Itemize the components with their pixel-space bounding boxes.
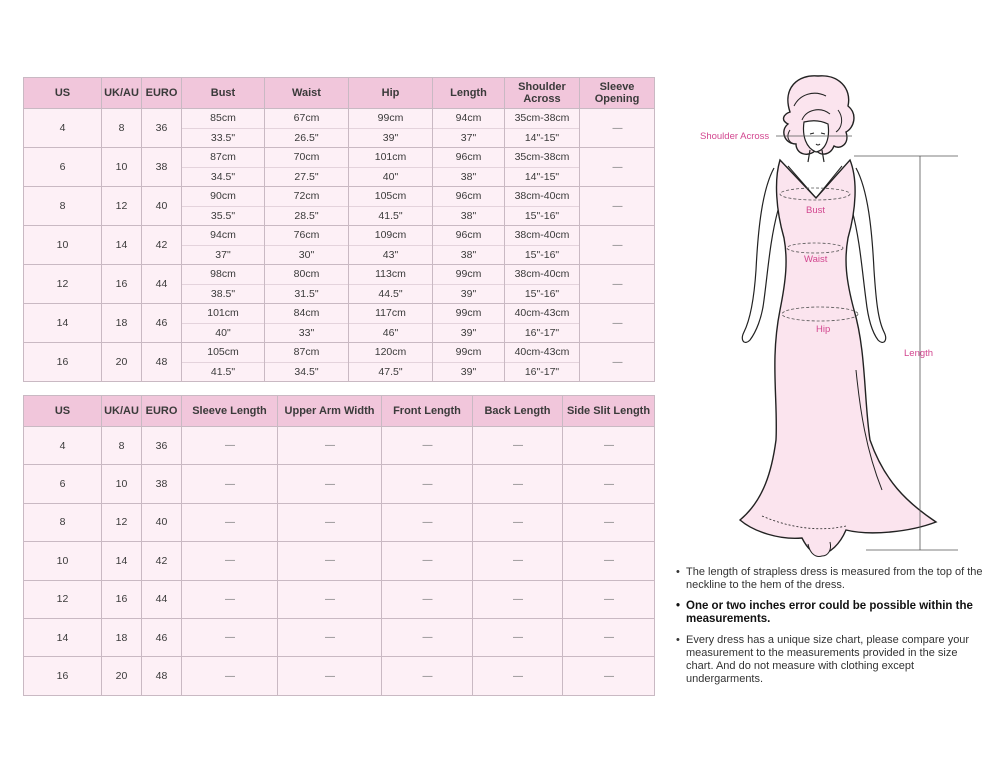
- cell-side-slit-length: —: [563, 542, 655, 580]
- value-cm: 40cm-43cm: [505, 343, 579, 363]
- value-inch: 43": [382, 248, 399, 261]
- col-header-euro: EURO: [142, 396, 182, 427]
- value-cm: 70cm: [265, 148, 348, 168]
- cell-length: [433, 109, 505, 148]
- size-chart-table-main: [23, 77, 655, 382]
- value-inch: 30": [298, 248, 315, 261]
- cell-bust: [182, 109, 265, 148]
- table-row: [24, 304, 655, 343]
- cell-waist: [265, 109, 349, 148]
- cell-back-length: —: [473, 657, 563, 695]
- cell-sleeve-length: —: [182, 503, 278, 541]
- cell-us: 12: [24, 265, 102, 304]
- cell-side-slit-length: —: [563, 465, 655, 503]
- table-row: [24, 580, 655, 618]
- cell-ukau: 8: [102, 427, 142, 465]
- label-shoulder-across: Shoulder Across: [700, 131, 770, 142]
- cell-euro: 36: [142, 109, 182, 148]
- cell-waist: [265, 265, 349, 304]
- cell-bust: [182, 265, 265, 304]
- cell-waist: [265, 187, 349, 226]
- cell-sleeve-length: —: [182, 657, 278, 695]
- table-row: [24, 265, 655, 304]
- cell-sleeve-opening: —: [580, 343, 655, 382]
- value-inch: 34.5": [210, 170, 236, 183]
- cell-us: 6: [24, 148, 102, 187]
- cell-ukau: 8: [102, 109, 142, 148]
- cell-bust: [182, 148, 265, 187]
- value-inch: 47.5": [378, 365, 403, 378]
- value-cm: 38cm-40cm: [505, 187, 579, 207]
- cell-ukau: 16: [102, 265, 142, 304]
- table-row: [24, 148, 655, 187]
- cell-shoulder-across: [505, 226, 580, 265]
- cell-ukau: 10: [102, 148, 142, 187]
- col-header-hip: Hip: [349, 78, 433, 109]
- value-inch: 16"-17": [524, 365, 560, 378]
- cell-hip: [349, 304, 433, 343]
- cell-waist: [265, 304, 349, 343]
- cell-euro: 42: [142, 542, 182, 580]
- cell-upper-arm-width: —: [278, 542, 382, 580]
- cell-sleeve-length: —: [182, 618, 278, 656]
- cell-sleeve-length: —: [182, 465, 278, 503]
- cell-ukau: 16: [102, 580, 142, 618]
- table-row: [24, 187, 655, 226]
- value-inch: 39": [460, 326, 477, 339]
- value-inch: 37": [460, 131, 477, 144]
- cell-front-length: —: [382, 427, 473, 465]
- value-inch: 44.5": [378, 287, 403, 300]
- cell-ukau: 12: [102, 503, 142, 541]
- table-row: [24, 465, 655, 503]
- value-cm: 96cm: [433, 226, 504, 246]
- cell-us: 6: [24, 465, 102, 503]
- cell-length: [433, 265, 505, 304]
- cell-sleeve-length: —: [182, 542, 278, 580]
- bullet: •: [676, 634, 680, 646]
- table-row: [24, 109, 655, 148]
- cell-shoulder-across: [505, 265, 580, 304]
- cell-us: 14: [24, 618, 102, 656]
- cell-hip: [349, 109, 433, 148]
- header-line: Sleeve: [599, 81, 635, 93]
- cell-us: 16: [24, 657, 102, 695]
- cell-bust: [182, 304, 265, 343]
- cell-front-length: —: [382, 618, 473, 656]
- value-cm: 38cm-40cm: [505, 265, 579, 285]
- cell-us: 10: [24, 542, 102, 580]
- cell-sleeve-opening: —: [580, 109, 655, 148]
- col-header-ukau: UK/AU: [102, 78, 142, 109]
- label-waist: Waist: [804, 254, 828, 265]
- cell-euro: 46: [142, 618, 182, 656]
- value-cm: 105cm: [349, 187, 432, 207]
- cell-upper-arm-width: —: [278, 427, 382, 465]
- cell-upper-arm-width: —: [278, 465, 382, 503]
- size-notes: [676, 566, 986, 694]
- col-header-ukau: UK/AU: [102, 396, 142, 427]
- value-inch: 46": [382, 326, 399, 339]
- table-row: [24, 618, 655, 656]
- cell-us: 12: [24, 580, 102, 618]
- value-cm: 87cm: [182, 148, 264, 168]
- cell-length: [433, 343, 505, 382]
- cell-ukau: 10: [102, 465, 142, 503]
- value-inch: 35.5": [210, 209, 236, 222]
- cell-length: [433, 226, 505, 265]
- value-cm: 94cm: [182, 226, 264, 246]
- cell-ukau: 18: [102, 304, 142, 343]
- cell-front-length: —: [382, 542, 473, 580]
- value-inch: 40": [382, 170, 399, 183]
- value-inch: 38.5": [210, 287, 236, 300]
- value-cm: 101cm: [349, 148, 432, 168]
- cell-back-length: —: [473, 465, 563, 503]
- cell-hip: [349, 187, 433, 226]
- cell-sleeve-opening: —: [580, 265, 655, 304]
- value-cm: 90cm: [182, 187, 264, 207]
- value-cm: 117cm: [349, 304, 432, 324]
- value-cm: 76cm: [265, 226, 348, 246]
- note-item: [676, 634, 986, 686]
- cell-shoulder-across: [505, 109, 580, 148]
- cell-front-length: —: [382, 657, 473, 695]
- value-inch: 39": [460, 287, 477, 300]
- value-inch: 16"-17": [524, 326, 560, 339]
- col-header-sleeve-opening: [580, 78, 655, 109]
- value-inch: 41.5": [378, 209, 403, 222]
- note-item: [676, 566, 986, 592]
- value-cm: 99cm: [349, 109, 432, 129]
- table-header-row: [24, 396, 655, 427]
- cell-ukau: 18: [102, 618, 142, 656]
- value-inch: 31.5": [294, 287, 319, 300]
- dress-figure-illustration: [670, 70, 990, 560]
- cell-upper-arm-width: —: [278, 503, 382, 541]
- cell-length: [433, 187, 505, 226]
- value-inch: 28.5": [294, 209, 319, 222]
- note-text: The length of strapless dress is measured from the top of the neckline to the hem of the dress.: [686, 566, 983, 591]
- value-cm: 101cm: [182, 304, 264, 324]
- cell-back-length: —: [473, 580, 563, 618]
- value-inch: 14"-15": [524, 170, 560, 183]
- col-header-side-slit-length: Side Slit Length: [563, 396, 655, 427]
- cell-back-length: —: [473, 503, 563, 541]
- header-line: Opening: [594, 93, 640, 105]
- cell-us: 4: [24, 427, 102, 465]
- value-inch: 38": [460, 170, 477, 183]
- cell-front-length: —: [382, 503, 473, 541]
- col-header-bust: Bust: [182, 78, 265, 109]
- value-cm: 72cm: [265, 187, 348, 207]
- cell-euro: 48: [142, 657, 182, 695]
- value-inch: 15"-16": [524, 248, 560, 261]
- cell-side-slit-length: —: [563, 580, 655, 618]
- value-inch: 38": [460, 209, 477, 222]
- table-row: [24, 503, 655, 541]
- cell-hip: [349, 343, 433, 382]
- value-inch: 39": [382, 131, 399, 144]
- cell-back-length: —: [473, 542, 563, 580]
- value-cm: 35cm-38cm: [505, 109, 579, 129]
- cell-back-length: —: [473, 618, 563, 656]
- bullet: •: [676, 600, 681, 612]
- cell-bust: [182, 343, 265, 382]
- col-header-length: Length: [433, 78, 505, 109]
- cell-ukau: 20: [102, 343, 142, 382]
- cell-waist: [265, 343, 349, 382]
- dress-figure-icon: [670, 70, 990, 560]
- value-cm: 84cm: [265, 304, 348, 324]
- cell-shoulder-across: [505, 148, 580, 187]
- value-cm: 35cm-38cm: [505, 148, 579, 168]
- table-header-row: [24, 78, 655, 109]
- table-row: [24, 657, 655, 695]
- size-chart-table-secondary: [23, 395, 655, 696]
- cell-us: 8: [24, 187, 102, 226]
- value-inch: 33": [298, 326, 315, 339]
- cell-upper-arm-width: —: [278, 580, 382, 618]
- cell-bust: [182, 226, 265, 265]
- cell-sleeve-length: —: [182, 427, 278, 465]
- value-cm: 99cm: [433, 265, 504, 285]
- cell-us: 8: [24, 503, 102, 541]
- value-cm: 96cm: [433, 148, 504, 168]
- cell-side-slit-length: —: [563, 657, 655, 695]
- value-cm: 120cm: [349, 343, 432, 363]
- cell-upper-arm-width: —: [278, 657, 382, 695]
- cell-sleeve-opening: —: [580, 226, 655, 265]
- cell-waist: [265, 226, 349, 265]
- col-header-sleeve-length: Sleeve Length: [182, 396, 278, 427]
- value-cm: 98cm: [182, 265, 264, 285]
- cell-us: 16: [24, 343, 102, 382]
- table-row: [24, 427, 655, 465]
- cell-sleeve-opening: —: [580, 187, 655, 226]
- header-line: Shoulder: [518, 81, 566, 93]
- cell-side-slit-length: —: [563, 427, 655, 465]
- value-cm: 85cm: [182, 109, 264, 129]
- cell-euro: 44: [142, 580, 182, 618]
- cell-hip: [349, 226, 433, 265]
- cell-shoulder-across: [505, 187, 580, 226]
- value-inch: 34.5": [294, 365, 319, 378]
- cell-waist: [265, 148, 349, 187]
- cell-sleeve-opening: —: [580, 148, 655, 187]
- cell-euro: 40: [142, 187, 182, 226]
- cell-us: 4: [24, 109, 102, 148]
- value-inch: 27.5": [294, 170, 319, 183]
- col-header-back-length: Back Length: [473, 396, 563, 427]
- value-inch: 38": [460, 248, 477, 261]
- value-inch: 40": [215, 326, 231, 339]
- cell-ukau: 14: [102, 542, 142, 580]
- table-row: [24, 226, 655, 265]
- cell-shoulder-across: [505, 304, 580, 343]
- value-inch: 26.5": [294, 131, 319, 144]
- cell-ukau: 20: [102, 657, 142, 695]
- value-inch: 15"-16": [524, 209, 560, 222]
- cell-euro: 42: [142, 226, 182, 265]
- label-hip: Hip: [816, 324, 831, 335]
- value-inch: 14"-15": [524, 131, 560, 144]
- cell-front-length: —: [382, 465, 473, 503]
- value-inch: 39": [460, 365, 477, 378]
- col-header-us: US: [24, 78, 102, 109]
- value-cm: 94cm: [433, 109, 504, 129]
- cell-us: 10: [24, 226, 102, 265]
- label-length: Length: [904, 348, 934, 359]
- cell-ukau: 12: [102, 187, 142, 226]
- value-inch: 33.5": [210, 131, 236, 144]
- cell-side-slit-length: —: [563, 503, 655, 541]
- cell-shoulder-across: [505, 343, 580, 382]
- cell-us: 14: [24, 304, 102, 343]
- col-header-us: US: [24, 396, 102, 427]
- value-cm: 113cm: [349, 265, 432, 285]
- col-header-upper-arm-width: Upper Arm Width: [278, 396, 382, 427]
- cell-side-slit-length: —: [563, 618, 655, 656]
- value-cm: 105cm: [182, 343, 264, 363]
- note-text: Every dress has a unique size chart, please compare your measurement to the measurements provided in the size chart. And do not measure with clothing except undergarments.: [686, 634, 970, 685]
- cell-sleeve-opening: —: [580, 304, 655, 343]
- cell-euro: 40: [142, 503, 182, 541]
- bullet: •: [676, 566, 680, 578]
- value-inch: 15"-16": [524, 287, 560, 300]
- cell-front-length: —: [382, 580, 473, 618]
- cell-upper-arm-width: —: [278, 618, 382, 656]
- value-inch: 37": [215, 248, 231, 261]
- value-cm: 80cm: [265, 265, 348, 285]
- header-line: Across: [523, 93, 561, 105]
- cell-euro: 44: [142, 265, 182, 304]
- cell-sleeve-length: —: [182, 580, 278, 618]
- value-cm: 96cm: [433, 187, 504, 207]
- cell-length: [433, 148, 505, 187]
- value-cm: 87cm: [265, 343, 348, 363]
- cell-euro: 38: [142, 148, 182, 187]
- cell-hip: [349, 265, 433, 304]
- table-row: [24, 542, 655, 580]
- cell-ukau: 14: [102, 226, 142, 265]
- cell-back-length: —: [473, 427, 563, 465]
- col-header-front-length: Front Length: [382, 396, 473, 427]
- cell-euro: 38: [142, 465, 182, 503]
- value-cm: 40cm-43cm: [505, 304, 579, 324]
- cell-length: [433, 304, 505, 343]
- label-bust: Bust: [806, 205, 826, 216]
- col-header-euro: EURO: [142, 78, 182, 109]
- value-cm: 67cm: [265, 109, 348, 129]
- value-cm: 109cm: [349, 226, 432, 246]
- value-cm: 99cm: [433, 343, 504, 363]
- value-cm: 99cm: [433, 304, 504, 324]
- col-header-waist: Waist: [265, 78, 349, 109]
- value-inch: 41.5": [210, 365, 236, 378]
- value-cm: 38cm-40cm: [505, 226, 579, 246]
- col-header-shoulder-across: [505, 78, 580, 109]
- note-item: [676, 600, 986, 626]
- cell-bust: [182, 187, 265, 226]
- cell-hip: [349, 148, 433, 187]
- cell-euro: 46: [142, 304, 182, 343]
- cell-euro: 48: [142, 343, 182, 382]
- table-row: [24, 343, 655, 382]
- cell-euro: 36: [142, 427, 182, 465]
- note-text: One or two inches error could be possible within the measurements.: [686, 600, 973, 625]
